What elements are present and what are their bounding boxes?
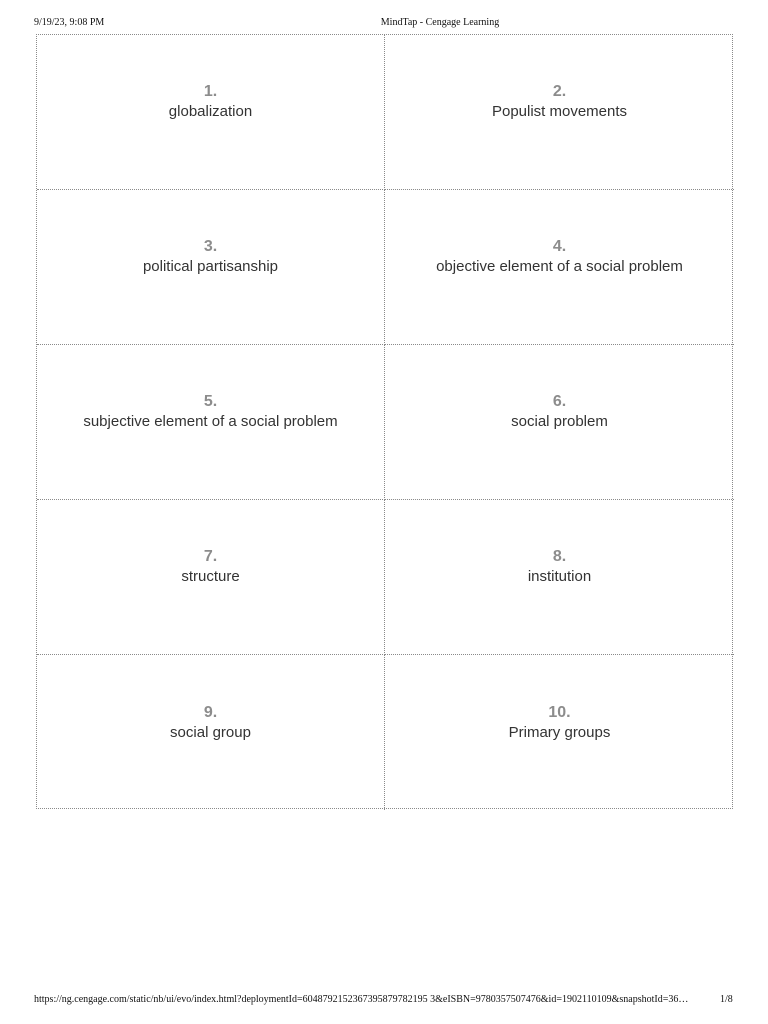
card-term: political partisanship bbox=[142, 258, 279, 275]
card-number: 7. bbox=[203, 548, 218, 565]
card-term: subjective element of a social problem bbox=[83, 413, 338, 430]
card-number: 10. bbox=[548, 703, 571, 721]
flashcard-5 bbox=[37, 345, 385, 500]
card-number: 8. bbox=[552, 548, 567, 565]
flashcard-1 bbox=[37, 35, 385, 190]
flashcard-8 bbox=[385, 500, 734, 655]
card-number: 2. bbox=[552, 83, 567, 100]
flashcard-6 bbox=[385, 345, 734, 500]
card-number: 9. bbox=[203, 703, 218, 721]
card-term: Primary groups bbox=[508, 723, 611, 741]
flashcard-4 bbox=[385, 190, 734, 345]
card-number: 3. bbox=[203, 238, 218, 255]
page-url: https://ng.cengage.com/static/nb/ui/evo/index.html?deploymentId=6048792152367395879782195 3&eISBN=9780357507476&id=1902110109&snapshotId=36… bbox=[34, 994, 689, 1005]
flashcard-grid bbox=[36, 34, 733, 809]
flashcard-10 bbox=[385, 655, 734, 810]
card-term: structure bbox=[181, 568, 240, 585]
card-number: 6. bbox=[552, 393, 567, 410]
flashcard-7 bbox=[37, 500, 385, 655]
card-number: 1. bbox=[203, 83, 218, 100]
page-number: 1/8 bbox=[720, 994, 733, 1005]
card-term: Populist movements bbox=[491, 103, 628, 120]
print-footer bbox=[0, 994, 768, 1008]
card-number: 4. bbox=[552, 238, 567, 255]
card-term: social problem bbox=[511, 413, 608, 430]
document-title: MindTap - Cengage Learning bbox=[380, 17, 500, 28]
print-header bbox=[0, 17, 768, 31]
flashcard-2 bbox=[385, 35, 734, 190]
card-number: 5. bbox=[203, 393, 218, 410]
card-term: social group bbox=[170, 723, 251, 741]
card-term: objective element of a social problem bbox=[436, 258, 683, 275]
flashcard-3 bbox=[37, 190, 385, 345]
card-term: globalization bbox=[168, 103, 253, 120]
print-date: 9/19/23, 9:08 PM bbox=[34, 17, 105, 28]
flashcard-9 bbox=[37, 655, 385, 810]
card-term: institution bbox=[527, 568, 592, 585]
